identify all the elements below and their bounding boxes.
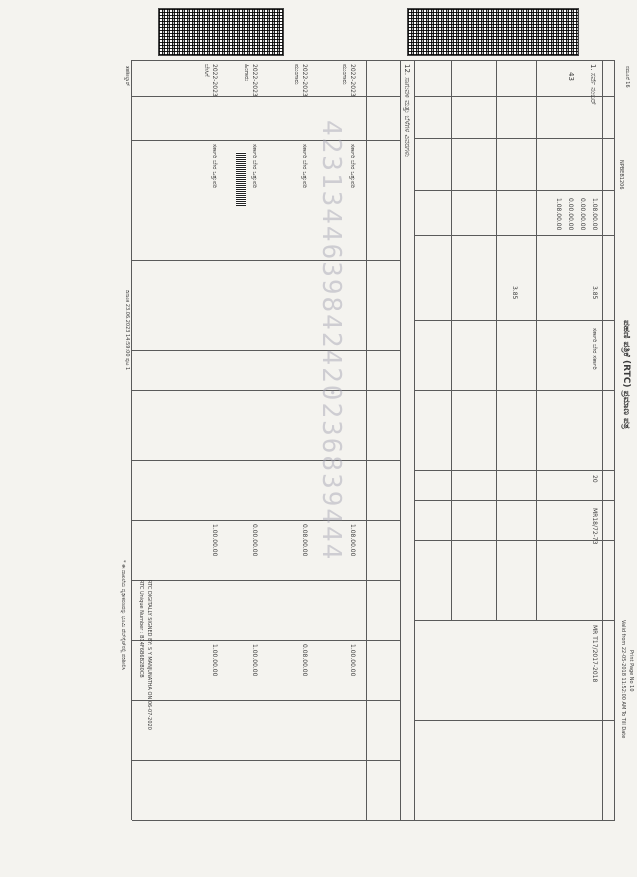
row-year: 2022-2023 <box>211 64 218 97</box>
stamp-number: 4231344639842420236839444 <box>316 120 346 562</box>
mr-number: MR18/72-73 <box>591 508 598 545</box>
survey-number: 43 <box>567 72 575 81</box>
barcode-left <box>158 8 284 56</box>
row-area: 1.08.00.00 <box>349 524 356 557</box>
document-title: ಪಹಣಿ ಪತ್ರಿಕೆ (RTC) ಪ್ರಮಾಣ ಪತ್ರ <box>621 320 631 429</box>
row-crop: ಸರ್ಕಾರಿ ಬೇರ ಒತ್ತುವರಿ <box>349 144 356 188</box>
row-season: ಬೇಸಿಗೆ <box>203 64 210 77</box>
khata-number: 20 <box>591 475 598 483</box>
kharab-a: 0.00.00.00 <box>579 198 586 231</box>
unique-number: RTC Unique Number : B14F6B6B2B0CB <box>138 580 144 678</box>
owner-name: ಸರ್ಕಾರಿ ಬೇರ ಸರ್ಕಾರಿ <box>591 328 598 370</box>
revenue: 3.85 <box>591 286 598 300</box>
row-area: 0.00.00.00 <box>251 524 258 557</box>
form-number: ನಮೂನೆ 16 <box>624 66 630 88</box>
row-area: 1.00.00.00 <box>211 524 218 557</box>
survey-label: 1. ಸರ್ವೆ ನಂಬರ್ <box>589 64 597 105</box>
row-season: ಮುಂಗಾರು <box>341 64 348 85</box>
cultivation-section-label: 12. ಸಾಗುವಳಿ ಮತ್ತು ಬೆಳೆಗಳ ವಿವರಗಳು <box>403 64 411 157</box>
validity: Valid from 22-05-2018 11:52:00 AM To Till Date <box>620 620 626 739</box>
row-year: 2022-2023 <box>301 64 308 97</box>
net-area: 1.08.00.00 <box>555 198 562 231</box>
row-kharab: 1.00.00.00 <box>251 644 258 677</box>
barcode-right <box>407 8 579 56</box>
footer-note: * ಈ ದಾಖಲೆಯ ದೃಢೀಕರಣವನ್ನು ಭೂಮಿ ವೆಬ್‌ಸೈಟ್‌ನಲ್ಲಿ ಪರಿಶೀಲಿಸಿ <box>120 560 126 670</box>
reference: MR T17/2017-2018 <box>591 625 598 683</box>
rtc-document <box>117 60 637 820</box>
row-year: 2022-2023 <box>349 64 356 97</box>
row-kharab: 0.08.00.00 <box>301 644 308 677</box>
row-season: ಮುಂಗಾರು <box>293 64 300 85</box>
area-acres: 1.08.00.00 <box>591 198 598 231</box>
row-year: 2022-2023 <box>251 64 258 97</box>
row-season: ಹಿಂಗಾರು <box>243 64 250 82</box>
row-crop: ಸರ್ಕಾರಿ ಬೇರ ಒತ್ತುವರಿ <box>211 144 218 188</box>
row-area: 0.08.00.00 <box>301 524 308 557</box>
footer-date: ದಿನಾಂಕ 23.06.2023 14:59:00 ಪುಟ 1 <box>124 290 130 371</box>
sign-label: ತಹಶೀಲ್ದಾರ್ <box>124 66 130 87</box>
row-kharab: 1.00.00.00 <box>349 644 356 677</box>
barcode-id: NPBEB1206 <box>618 160 624 190</box>
row-kharab: 1.00.00.00 <box>211 644 218 677</box>
kharab-b: 0.00.00.00 <box>567 198 574 231</box>
row-crop: ಸರ್ಕಾರಿ ಬೇರ ಒತ್ತುವರಿ <box>301 144 308 188</box>
row-crop: ಸರ್ಕಾರಿ ಬೇರ ಒತ್ತುವರಿ <box>251 144 258 188</box>
print-page: Print Page No 10 <box>628 650 634 692</box>
revenue-repeat: 3.85 <box>511 286 518 300</box>
digital-signature: RTC DIGITALLY SIGNED BY: S Y MANJUNATHA ON 06-07-2020 <box>146 580 152 730</box>
